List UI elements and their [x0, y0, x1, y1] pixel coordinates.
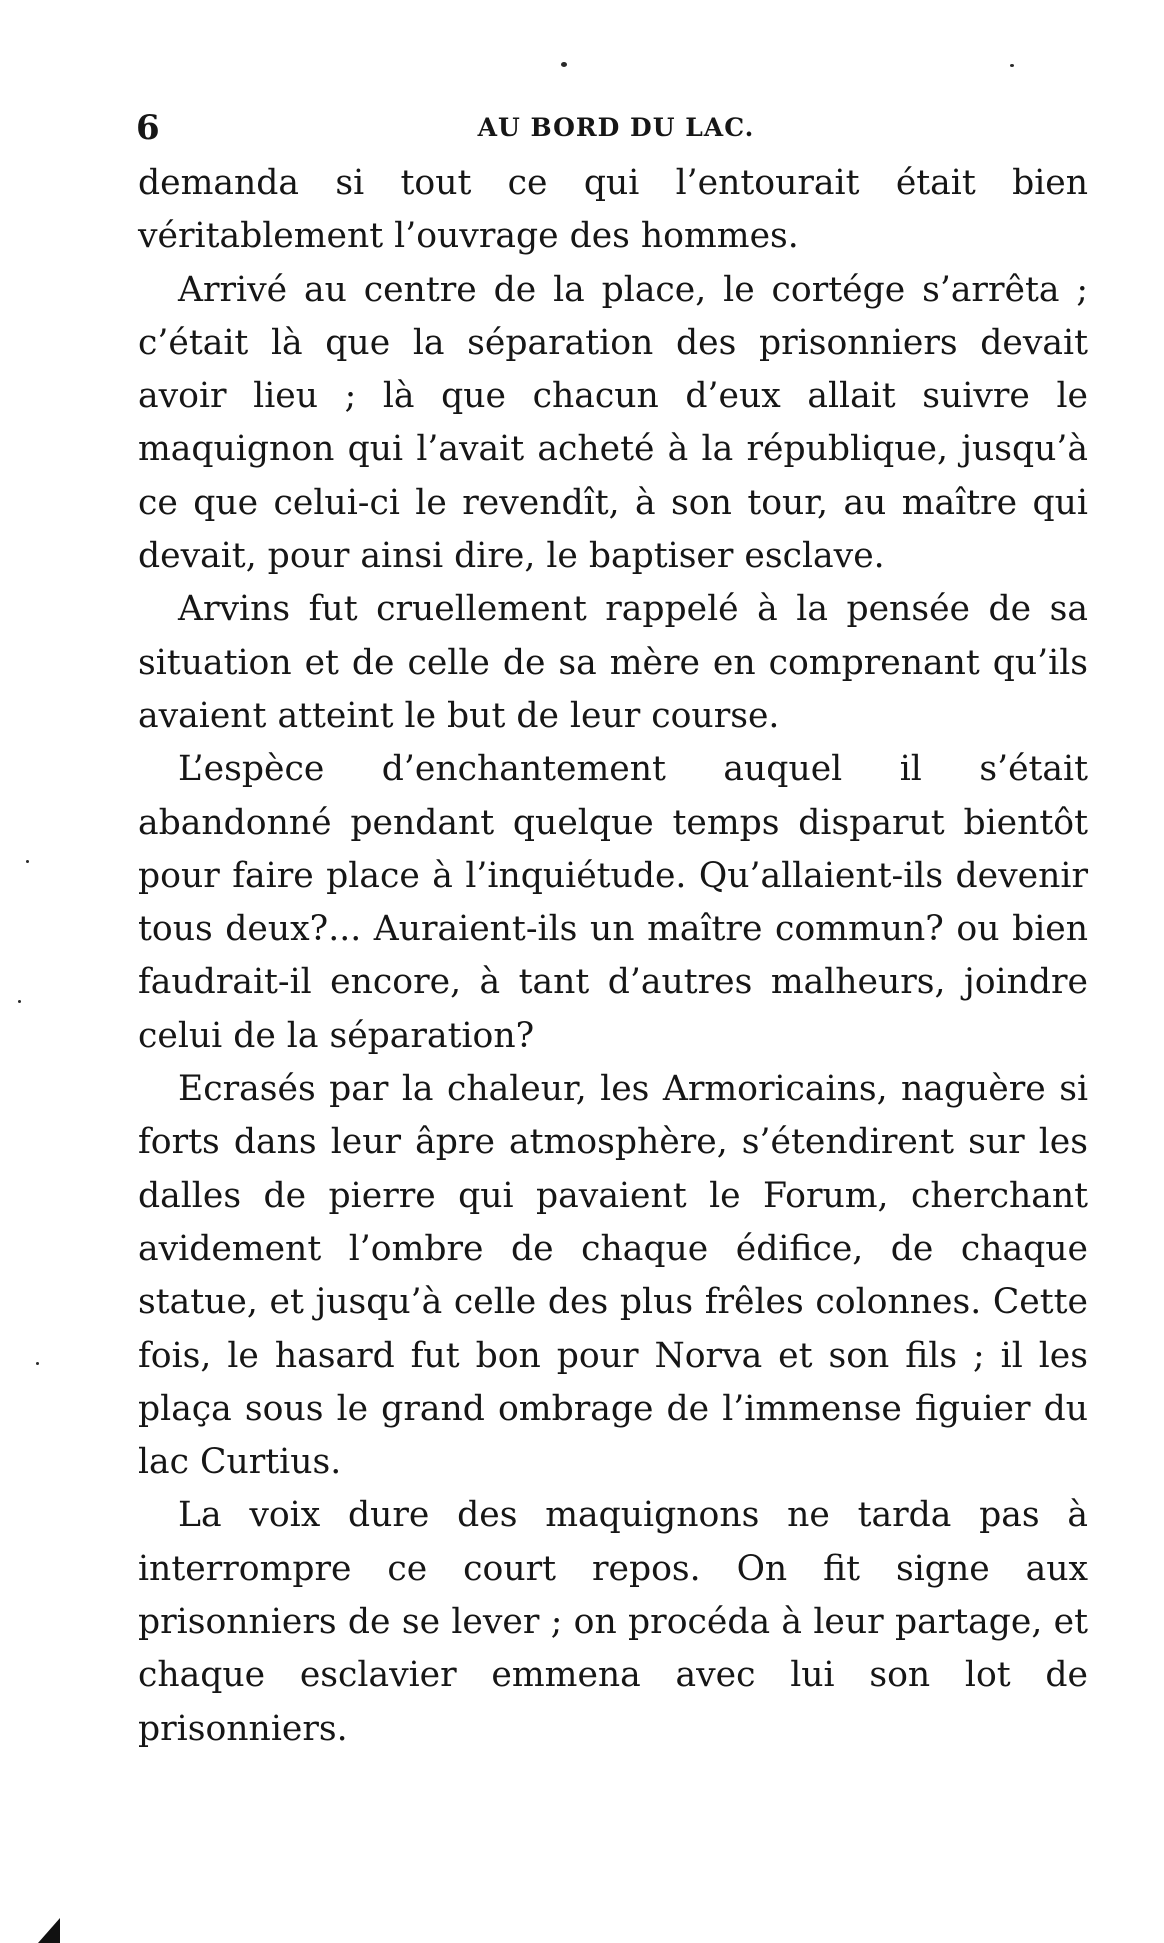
ink-speck — [18, 1000, 21, 1003]
body-text — [138, 157, 1088, 1756]
paragraph: Arrivé au centre de la place, le cortége s’arrêta ; c’était là que la séparation des prisonniers devait avoir lieu ; là que chacun d’eux allait suivre le maquignon qui l’avait acheté à la république, jusqu’à ce que celui-ci le revendît, à son tour, au maître qui devait, pour ainsi dire, le baptiser esclave. — [138, 269, 1088, 577]
paragraph: L’espèce d’enchantement auquel il s’était abandonné pendant quelque temps disparut bientôt pour faire place à l’inquiétude. Qu’allaient-ils devenir tous deux?... Auraient-ils un maître commun? ou bien faudrait-il encore, à tant d’autres malheurs, joindre celui de la séparation? — [138, 749, 1088, 1056]
paragraph: Arvins fut cruellement rappelé à la pensée de sa situation et de celle de sa mère en comprenant qu’ils avaient atteint le but de leur course. — [138, 589, 1088, 736]
scan-corner-mark — [38, 1918, 60, 1943]
paragraph: Ecrasés par la chaleur, les Armoricains, naguère si forts dans leur âpre atmosphère, s’étendirent sur les dalles de pierre qui pavaient le Forum, cherchant avidement l’ombre de chaque édifice, de chaque statue, et jusqu’à celle des plus frêles colonnes. Cette fois, le hasard fut bon pour Norva et son fils ; il les plaça sous le grand ombrage de l’immense figuier du lac Curtius. — [138, 1069, 1088, 1483]
running-head — [136, 108, 1096, 148]
ink-speck — [561, 62, 567, 67]
ink-speck — [1010, 64, 1014, 67]
page-number: 6 — [136, 108, 160, 148]
ink-speck — [26, 860, 29, 863]
running-title: AU BORD DU LAC. — [477, 113, 755, 142]
paragraph-continued: demanda si tout ce qui l’entourait était bien véritablement l’ouvrage des hommes. — [138, 163, 1088, 257]
ink-speck — [36, 1362, 39, 1365]
paragraph: La voix dure des maquignons ne tarda pas à interrompre ce court repos. On fit signe aux prisonniers de se lever ; on procéda à leur partage, et chaque esclavier emmena avec lui son lot de prisonniers. — [138, 1495, 1088, 1749]
